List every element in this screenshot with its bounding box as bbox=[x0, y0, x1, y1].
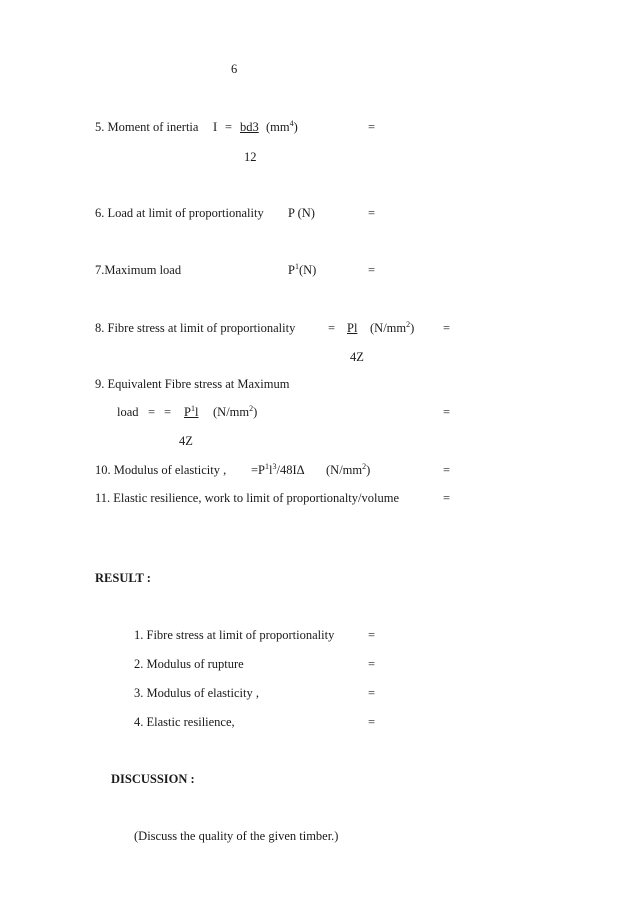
item-10-unit: $(N/mm^2)$ bbox=[326, 462, 371, 477]
item-8-label: 8. Fibre stress at limit of proportionality bbox=[95, 321, 296, 335]
item-5-result-equals: = bbox=[368, 120, 376, 134]
result-item-equals: = bbox=[368, 686, 376, 700]
item-7-label: 7.Maximum load bbox=[95, 263, 182, 277]
item-6-result-equals: = bbox=[368, 206, 376, 220]
item-6-label: 6. Load at limit of proportionality bbox=[95, 206, 264, 220]
item-5-denominator: 12 bbox=[244, 150, 257, 164]
discussion-heading: DISCUSSION : bbox=[111, 772, 195, 786]
item-11-label: 11. Elastic resilience, work to limit of proportionalty/volume bbox=[95, 491, 399, 505]
result-item-equals: = bbox=[368, 657, 376, 671]
result-item-equals: = bbox=[368, 628, 376, 642]
item-8-denominator: 4Z bbox=[350, 350, 364, 364]
item-5-numerator: bd3 bbox=[240, 120, 259, 134]
discussion-text: (Discuss the quality of the given timber.) bbox=[134, 829, 339, 843]
item-5-symbol: I bbox=[213, 120, 218, 134]
item-6-symbol: P (N) bbox=[288, 206, 315, 220]
item-9-denominator: 4Z bbox=[179, 434, 193, 448]
item-8-equals: = bbox=[328, 321, 336, 335]
item-8-numerator: Pl bbox=[347, 321, 358, 335]
item-9-numerator: $P^1l$ bbox=[184, 404, 199, 419]
item-7-result-equals: = bbox=[368, 263, 376, 277]
fraction-denominator-top: 6 bbox=[231, 62, 238, 76]
result-item-label: 3. Modulus of elasticity , bbox=[134, 686, 259, 700]
result-item-equals: = bbox=[368, 715, 376, 729]
item-9-equals-2: = bbox=[164, 405, 172, 419]
item-10-formula: $=P^1l^3/48I\Delta$ bbox=[251, 462, 305, 477]
item-10-label: 10. Modulus of elasticity , bbox=[95, 463, 227, 477]
item-8-result-equals: = bbox=[443, 321, 451, 335]
item-8-unit: $(N/mm^2)$ bbox=[370, 320, 415, 335]
result-item-label: 2. Modulus of rupture bbox=[134, 657, 244, 671]
item-5-equals: = bbox=[225, 120, 233, 134]
item-9-result-equals: = bbox=[443, 405, 451, 419]
item-9-unit: $(N/mm^2)$ bbox=[213, 404, 258, 419]
item-5-label: 5. Moment of inertia bbox=[95, 120, 199, 134]
result-item-label: 1. Fibre stress at limit of proportionality bbox=[134, 628, 335, 642]
item-5-unit: $(mm^4)$ bbox=[266, 119, 298, 134]
item-9-label: 9. Equivalent Fibre stress at Maximum bbox=[95, 377, 290, 391]
item-9-equals-1: = bbox=[148, 405, 156, 419]
item-10-result-equals: = bbox=[443, 463, 451, 477]
item-7-symbol: $P^1(N)$ bbox=[288, 262, 317, 277]
result-heading: RESULT : bbox=[95, 571, 151, 585]
result-item-label: 4. Elastic resilience, bbox=[134, 715, 235, 729]
item-9-label-cont: load bbox=[117, 405, 139, 419]
item-11-result-equals: = bbox=[443, 491, 451, 505]
